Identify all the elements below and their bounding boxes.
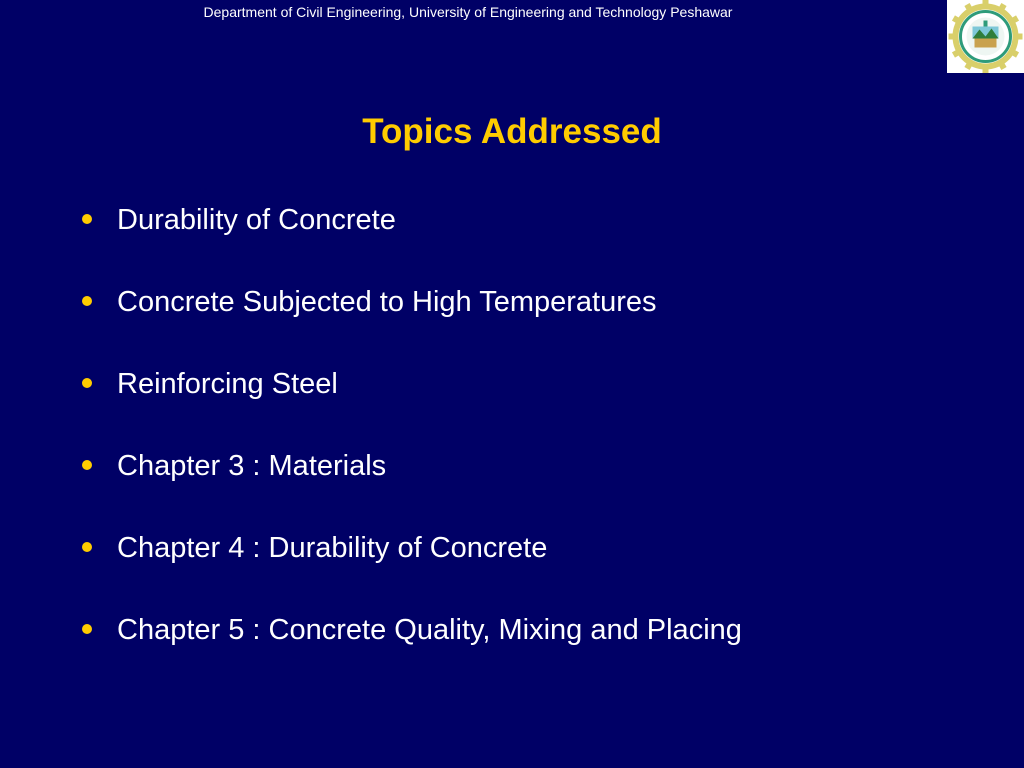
list-item-label: Chapter 5 : Concrete Quality, Mixing and Placing (117, 614, 742, 646)
university-logo (947, 0, 1024, 73)
bullet-icon (82, 296, 92, 306)
list-item-label: Chapter 3 : Materials (117, 450, 387, 482)
bullet-icon (82, 460, 92, 470)
slide-title: Topics Addressed (362, 112, 662, 151)
bullet-icon (82, 214, 92, 224)
list-item-label: Durability of Concrete (117, 204, 396, 236)
university-seal-icon (947, 0, 1024, 73)
list-item-label: Concrete Subjected to High Temperatures (117, 286, 657, 318)
bullet-icon (82, 624, 92, 634)
department-header: Department of Civil Engineering, University of Engineering and Technology Peshawar (203, 4, 733, 20)
list-item-label: Chapter 4 : Durability of Concrete (117, 532, 548, 564)
bullet-icon (82, 378, 92, 388)
list-item-label: Reinforcing Steel (117, 368, 338, 400)
bullet-icon (82, 542, 92, 552)
